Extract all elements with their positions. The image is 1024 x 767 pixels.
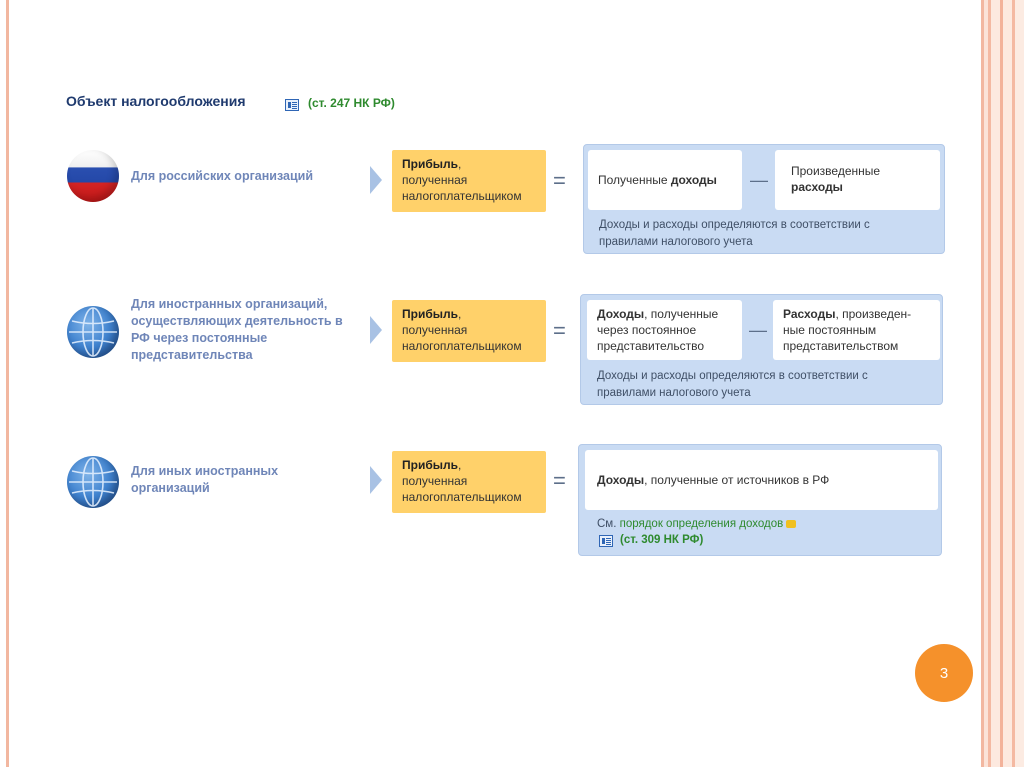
page-number-badge: 3: [915, 644, 973, 702]
article-reference[interactable]: (ст. 247 НК РФ): [308, 96, 395, 110]
see-prefix: См.: [597, 518, 620, 530]
profit-comma: ,: [458, 307, 462, 321]
income-pe-card: [587, 300, 742, 360]
income-card-text: Полученные: [598, 173, 671, 187]
see-also-line: [597, 516, 897, 533]
income-card-line2: через постоянное: [597, 323, 697, 337]
income-card-bold: Доходы: [597, 473, 645, 487]
equals-sign: =: [553, 168, 566, 193]
profit-title: Прибыль: [402, 458, 458, 472]
income-card-text: , полученные от источников в РФ: [644, 473, 830, 487]
income-card-line3: представительство: [597, 339, 704, 353]
arrow-right-icon: [370, 466, 382, 494]
profit-box: [392, 150, 546, 212]
panel-note: Доходы и расходы определяются в соответствии с правилами налогового учета: [597, 370, 868, 399]
income-card-bold: Доходы: [597, 307, 645, 321]
article-reference[interactable]: (ст. 309 НК РФ): [620, 534, 704, 546]
minus-sign: —: [749, 320, 767, 340]
document-icon[interactable]: [599, 535, 613, 547]
document-icon[interactable]: [285, 99, 299, 111]
expenses-card-text: , произведен-: [835, 307, 912, 321]
profit-line2: полученная: [402, 173, 468, 187]
expenses-card-line2: ные постоянным: [783, 323, 877, 337]
determination-order-link[interactable]: порядок определения доходов: [619, 518, 784, 530]
arrow-right-icon: [370, 316, 382, 344]
expenses-card-bold: расходы: [791, 180, 843, 194]
russian-flag-icon: [67, 150, 119, 202]
income-card-bold: доходы: [670, 173, 717, 187]
profit-comma: ,: [458, 157, 462, 171]
profit-box: [392, 451, 546, 513]
equals-sign: =: [553, 468, 566, 493]
profit-line3: налогоплательщиком: [402, 339, 522, 353]
globe-icon: [67, 456, 119, 508]
panel-note: Доходы и расходы определяются в соответствии с правилами налогового учета: [599, 219, 870, 248]
globe-icon: [67, 306, 119, 358]
expenses-card-line3: представительством: [783, 339, 899, 353]
profit-title: Прибыль: [402, 157, 458, 171]
profit-box: [392, 300, 546, 362]
expenses-card-bold: Расходы: [783, 307, 836, 321]
minus-sign: —: [750, 170, 768, 190]
page-title: Объект налогообложения: [66, 93, 246, 109]
expenses-card: [775, 150, 940, 210]
profit-title: Прибыль: [402, 307, 458, 321]
income-card: [588, 150, 742, 210]
profit-line2: полученная: [402, 474, 468, 488]
comment-icon[interactable]: [786, 520, 796, 528]
profit-line3: налогоплательщиком: [402, 189, 522, 203]
profit-line3: налогоплательщиком: [402, 490, 522, 504]
income-sources-card: [585, 450, 938, 510]
org-label-russian: Для российских организаций: [131, 169, 314, 183]
expenses-card-text: Произведенные: [791, 164, 881, 178]
org-label-foreign-pe: Для иностранных организаций, осуществляющих деятельность в РФ через постоянные представительства: [131, 297, 343, 362]
income-card-text: , полученные: [644, 307, 719, 321]
equals-sign: =: [553, 318, 566, 343]
org-label-other-foreign: Для иных иностранных организаций: [131, 464, 279, 495]
profit-line2: полученная: [402, 323, 468, 337]
expenses-pe-card: [773, 300, 940, 360]
decorative-border-stripes: [984, 0, 1024, 767]
arrow-right-icon: [370, 166, 382, 194]
profit-comma: ,: [458, 458, 462, 472]
